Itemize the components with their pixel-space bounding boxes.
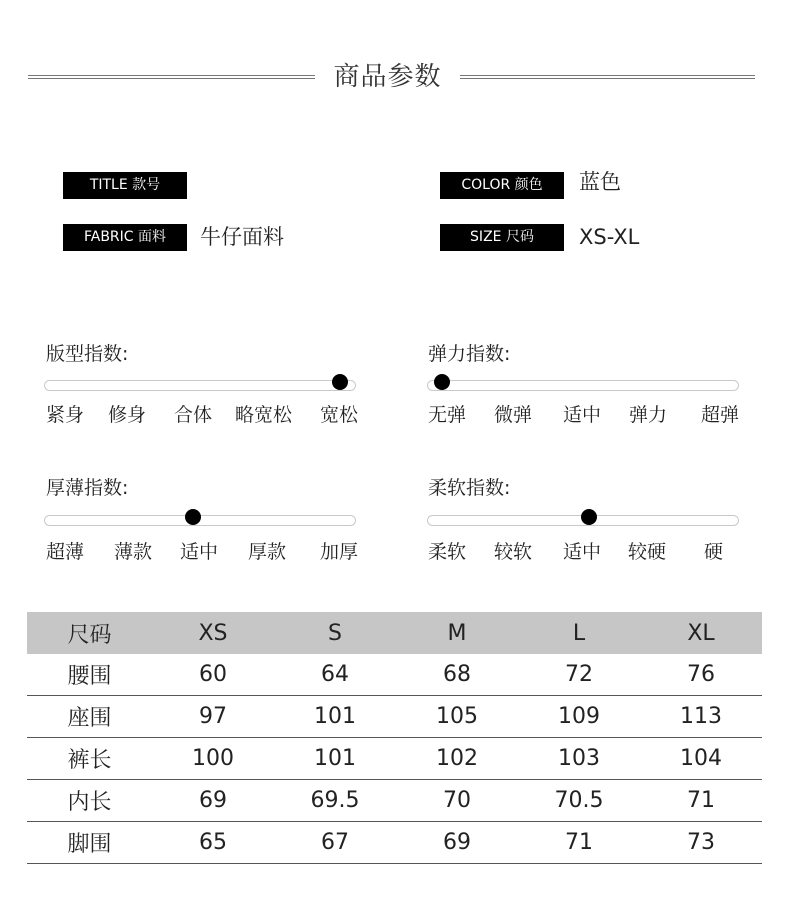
stretch-index-track (427, 380, 739, 391)
table-row (27, 780, 762, 822)
table-cell: 71 (518, 822, 640, 864)
softness-index-title: 柔软指数: (428, 477, 511, 499)
thickness-option: 厚款 (248, 541, 287, 563)
table-cell: 65 (152, 822, 274, 864)
header-divider-right (460, 75, 755, 79)
color-tag: COLOR 颜色 (440, 172, 564, 199)
size-table (27, 612, 762, 864)
softness-option: 硬 (704, 541, 724, 563)
fit-index-title: 版型指数: (46, 343, 129, 365)
section-title: 商品参数 (333, 62, 442, 92)
table-cell: 69 (396, 822, 518, 864)
row-label: 内长 (27, 780, 152, 822)
table-cell: 100 (152, 738, 274, 780)
softness-option: 适中 (563, 541, 602, 563)
table-row (27, 696, 762, 738)
row-label: 座围 (27, 696, 152, 738)
row-label: 脚围 (27, 822, 152, 864)
header-cell: XS (152, 612, 274, 654)
table-row (27, 654, 762, 696)
thickness-index-title: 厚薄指数: (46, 477, 129, 499)
table-cell: 104 (640, 738, 762, 780)
table-row (27, 822, 762, 864)
header-cell: M (396, 612, 518, 654)
fit-option: 合体 (174, 404, 213, 426)
thickness-index-marker (185, 509, 201, 525)
table-cell: 113 (640, 696, 762, 738)
table-cell: 64 (274, 654, 396, 696)
fit-option: 修身 (108, 404, 147, 426)
table-cell: 97 (152, 696, 274, 738)
fit-option: 略宽松 (235, 404, 293, 426)
softness-option: 较软 (494, 541, 533, 563)
table-cell: 67 (274, 822, 396, 864)
fabric-tag: FABRIC 面料 (63, 224, 187, 251)
table-cell: 73 (640, 822, 762, 864)
table-cell: 69 (152, 780, 274, 822)
stretch-option: 微弹 (494, 404, 533, 426)
stretch-option: 超弹 (701, 404, 740, 426)
table-cell: 101 (274, 696, 396, 738)
softness-index-marker (581, 509, 597, 525)
table-cell: 69.5 (274, 780, 396, 822)
softness-option: 柔软 (428, 541, 467, 563)
stretch-index-marker (434, 374, 450, 390)
thickness-option: 薄款 (114, 541, 153, 563)
table-cell: 103 (518, 738, 640, 780)
row-label: 裤长 (27, 738, 152, 780)
row-label: 腰围 (27, 654, 152, 696)
header-cell: 尺码 (27, 612, 152, 654)
size-table-header (27, 612, 762, 654)
stretch-option: 无弹 (428, 404, 467, 426)
header-cell: XL (640, 612, 762, 654)
fit-index-track (44, 380, 356, 391)
stretch-option: 弹力 (629, 404, 668, 426)
fit-option: 宽松 (320, 404, 359, 426)
header-cell: L (518, 612, 640, 654)
softness-option: 较硬 (628, 541, 667, 563)
table-cell: 109 (518, 696, 640, 738)
header-cell: S (274, 612, 396, 654)
table-cell: 72 (518, 654, 640, 696)
table-cell: 105 (396, 696, 518, 738)
table-cell: 76 (640, 654, 762, 696)
table-row (27, 738, 762, 780)
table-cell: 70 (396, 780, 518, 822)
header-divider-left (28, 75, 315, 79)
table-cell: 101 (274, 738, 396, 780)
fabric-value: 牛仔面料 (200, 225, 284, 249)
thickness-option: 加厚 (320, 541, 359, 563)
table-cell: 102 (396, 738, 518, 780)
table-cell: 70.5 (518, 780, 640, 822)
thickness-option: 适中 (180, 541, 219, 563)
stretch-option: 适中 (563, 404, 602, 426)
fit-option: 紧身 (46, 404, 85, 426)
table-cell: 71 (640, 780, 762, 822)
color-value: 蓝色 (579, 170, 621, 194)
fit-index-marker (332, 374, 348, 390)
title-tag: TITLE 款号 (63, 172, 187, 199)
size-value: XS-XL (579, 225, 640, 249)
table-cell: 60 (152, 654, 274, 696)
thickness-option: 超薄 (46, 541, 85, 563)
stretch-index-title: 弹力指数: (428, 343, 511, 365)
size-tag: SIZE 尺码 (440, 224, 564, 251)
table-cell: 68 (396, 654, 518, 696)
